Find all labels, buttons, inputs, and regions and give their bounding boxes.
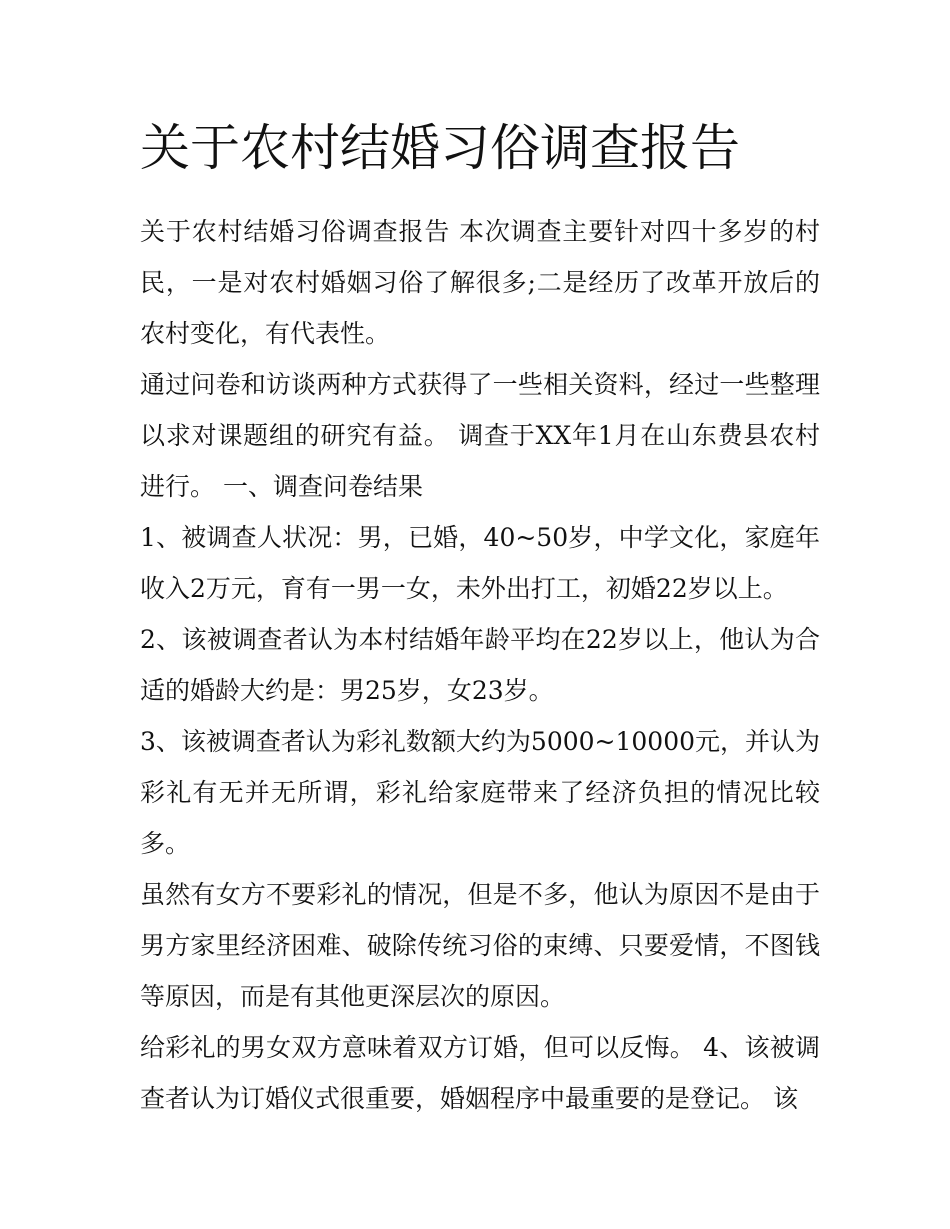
- paragraph-item-2: 2、该被调查者认为本村结婚年龄平均在22岁以上，他认为合适的婚龄大约是：男25岁，女23岁。: [140, 625, 820, 705]
- document-body: [140, 206, 820, 1124]
- paragraph-engagement: 给彩礼的男女双方意味着双方订婚，但可以反悔。 4、该被调查者认为订婚仪式很重要，婚姻程序中最重要的是登记。 该: [140, 1033, 820, 1113]
- document-page: [140, 108, 820, 1124]
- paragraph-method: 通过问卷和访谈两种方式获得了一些相关资料，经过一些整理以求对课题组的研究有益。 调查于XX年1月在山东费县农村进行。 一、调查问卷结果: [140, 370, 820, 501]
- paragraph-item-1: 1、被调查人状况：男，已婚，40~50岁，中学文化，家庭年收入2万元，育有一男一女，未外出打工，初婚22岁以上。: [140, 523, 820, 603]
- paragraph-item-3: 3、该被调查者认为彩礼数额大约为5000~10000元，并认为彩礼有无并无所谓，彩礼给家庭带来了经济负担的情况比较多。: [140, 727, 821, 858]
- paragraph-bride-price: 虽然有女方不要彩礼的情况，但是不多，他认为原因不是由于男方家里经济困难、破除传统习俗的束缚、只要爱情，不图钱等原因，而是有其他更深层次的原因。: [140, 880, 820, 1011]
- paragraph-intro: 关于农村结婚习俗调查报告 本次调查主要针对四十多岁的村民，一是对农村婚姻习俗了解很多;二是经历了改革开放后的农村变化，有代表性。: [140, 217, 820, 348]
- document-title: 关于农村结婚习俗调查报告: [140, 119, 740, 177]
